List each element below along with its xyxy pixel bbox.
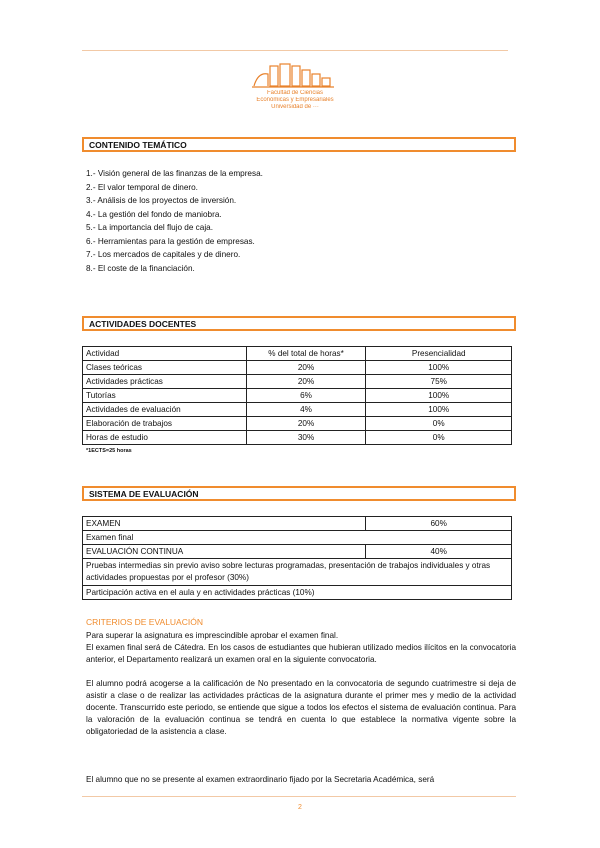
cell: Actividades de evaluación bbox=[83, 403, 247, 417]
cell: Clases teóricas bbox=[83, 361, 247, 375]
cell: 20% bbox=[246, 375, 366, 389]
cell: Actividades prácticas bbox=[83, 375, 247, 389]
cell: Participación activa en el aula y en actividades prácticas (10%) bbox=[83, 586, 512, 600]
cell: 30% bbox=[246, 431, 366, 445]
section-evaluacion-title: SISTEMA DE EVALUACIÓN bbox=[82, 486, 516, 501]
cell: Elaboración de trabajos bbox=[83, 417, 247, 431]
list-item: 4.- La gestión del fondo de maniobra. bbox=[86, 209, 222, 219]
table-header-row bbox=[83, 347, 512, 361]
cell: 40% bbox=[366, 545, 512, 559]
ects-note: *1ECTS=25 horas bbox=[86, 448, 132, 454]
cell: 6% bbox=[246, 389, 366, 403]
cell: Tutorías bbox=[83, 389, 247, 403]
cell: 75% bbox=[366, 375, 512, 389]
section-contenido-title: CONTENIDO TEMÁTICO bbox=[82, 137, 516, 152]
cell: EXAMEN bbox=[83, 517, 366, 531]
cell: 0% bbox=[366, 417, 512, 431]
list-item: 5.- La importancia del flujo de caja. bbox=[86, 223, 213, 232]
table-row bbox=[83, 517, 512, 531]
section-actividades-title: ACTIVIDADES DOCENTES bbox=[82, 316, 516, 331]
header-rule bbox=[82, 50, 508, 51]
criterios-paragraph-3: El alumno podrá acogerse a la calificación de No presentado en la convocatoria de segundo cuatrimestre si deja de asistir a clase o de realizar las actividades prácticas de la asignatura durante el primer mes y medio de la actividad docente. Transcurrido este periodo, se entiende que sigue a todos los efectos el sistema de evaluación continua. Para la valoración de la evaluación continua se tendrá en cuenta lo que establece la normativa vigente sobre la obligatoriedad de la asistencia a clase. bbox=[86, 679, 516, 736]
logo-line-1: Facultad de Ciencias bbox=[266, 90, 324, 96]
cell: Horas de estudio bbox=[83, 431, 247, 445]
header-cell: % del total de horas* bbox=[246, 347, 366, 361]
header-cell: Actividad bbox=[83, 347, 247, 361]
criterios-title: CRITERIOS DE EVALUACIÓN bbox=[86, 617, 203, 627]
table-row bbox=[83, 375, 512, 389]
list-item: 7.- Los mercados de capitales y de dinero. bbox=[86, 250, 241, 259]
header-cell: Presencialidad bbox=[366, 347, 512, 361]
criterios-paragraph-2: El examen final será de Cátedra. En los casos de estudiantes que hubieran utilizado medios ilícitos en la convocatoria anterior, el Departamento realizará un examen oral en la siguiente convocatoria. bbox=[86, 643, 516, 664]
list-item: 1.- Visión general de las finanzas de la empresa. bbox=[86, 169, 263, 178]
cell: 60% bbox=[366, 517, 512, 531]
cell: 100% bbox=[366, 361, 512, 375]
criterios-paragraph-1: Para superar la asignatura es imprescindible aprobar el examen final. bbox=[86, 631, 339, 640]
cell: 100% bbox=[366, 403, 512, 417]
table-row bbox=[83, 403, 512, 417]
list-item: 6.- Herramientas para la gestión de empresas. bbox=[86, 236, 255, 246]
cell: 4% bbox=[246, 403, 366, 417]
list-item: 8.- El coste de la financiación. bbox=[86, 263, 195, 273]
table-row bbox=[83, 559, 512, 586]
cell: 0% bbox=[366, 431, 512, 445]
table-row bbox=[83, 586, 512, 600]
table-row bbox=[83, 361, 512, 375]
cell: 100% bbox=[366, 389, 512, 403]
evaluacion-table bbox=[82, 516, 512, 600]
list-item: 2.- El valor temporal de dinero. bbox=[86, 182, 198, 192]
cell: 20% bbox=[246, 417, 366, 431]
cell: Examen final bbox=[83, 531, 512, 545]
table-row bbox=[83, 389, 512, 403]
logo-line-3: Universidad de ··· bbox=[271, 104, 319, 110]
table-row bbox=[83, 417, 512, 431]
footer-rule bbox=[82, 796, 516, 797]
logo-caption bbox=[250, 90, 340, 111]
cell: Pruebas intermedias sin previo aviso sobre lecturas programadas, presentación de trabajos individuales y otras actividades propuestas por el profesor (30%) bbox=[83, 559, 512, 586]
cell: EVALUACIÓN CONTINUA bbox=[83, 545, 366, 559]
table-row bbox=[83, 531, 512, 545]
page-number: 2 bbox=[298, 804, 302, 811]
table-row bbox=[83, 545, 512, 559]
table-row bbox=[83, 431, 512, 445]
cell: 20% bbox=[246, 361, 366, 375]
criterios-paragraph-4: El alumno que no se presente al examen extraordinario fijado por la Secretaria Académica, será bbox=[86, 775, 435, 784]
contenido-list bbox=[86, 167, 263, 275]
logo-line-2: Económicas y Empresariales bbox=[256, 97, 334, 103]
list-item: 3.- Análisis de los proyectos de inversión. bbox=[86, 196, 237, 205]
actividades-table bbox=[82, 346, 512, 445]
